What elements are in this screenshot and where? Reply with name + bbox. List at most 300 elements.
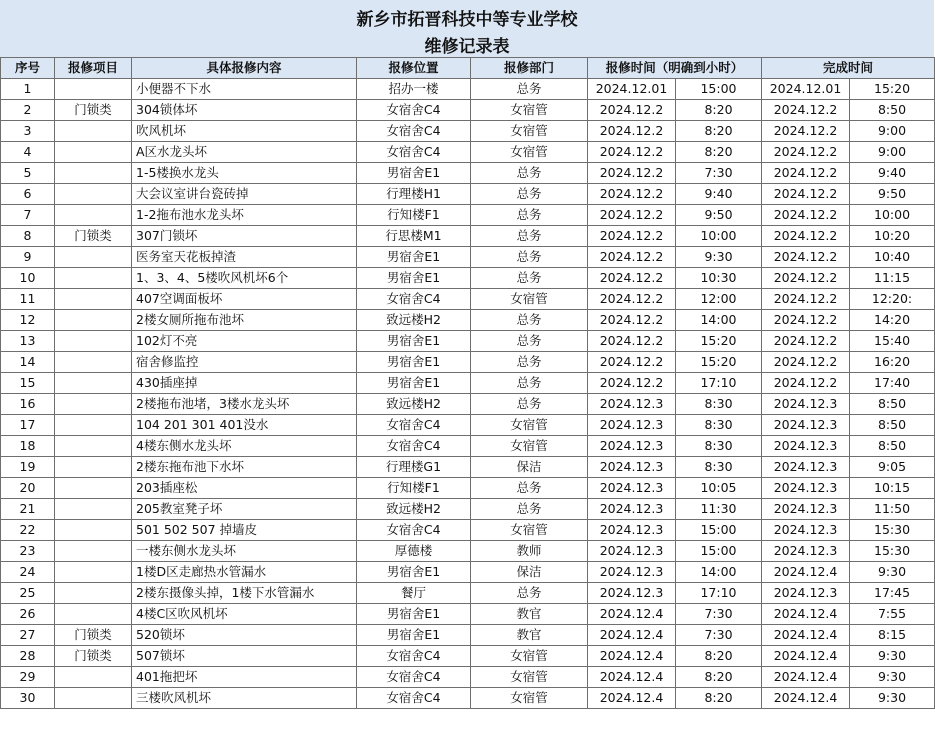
category-cell[interactable]: [55, 142, 132, 163]
seq-cell[interactable]: 28: [1, 646, 55, 667]
finish-hour-cell[interactable]: 15:40: [850, 331, 935, 352]
department-cell[interactable]: 女宿管: [471, 121, 588, 142]
report-date-cell[interactable]: 2024.12.4: [588, 646, 676, 667]
category-cell[interactable]: 门锁类: [55, 226, 132, 247]
content-cell[interactable]: 1-5楼换水龙头: [132, 163, 357, 184]
seq-cell[interactable]: 27: [1, 625, 55, 646]
finish-date-cell[interactable]: 2024.12.3: [762, 583, 850, 604]
category-cell[interactable]: [55, 583, 132, 604]
report-date-cell[interactable]: 2024.12.2: [588, 268, 676, 289]
table-row: [1, 646, 935, 667]
report-hour-cell[interactable]: 10:05: [676, 478, 762, 499]
category-cell[interactable]: [55, 121, 132, 142]
department-cell[interactable]: 女宿管: [471, 646, 588, 667]
report-date-cell[interactable]: 2024.12.4: [588, 667, 676, 688]
department-cell[interactable]: 总务: [471, 163, 588, 184]
department-cell[interactable]: 总务: [471, 373, 588, 394]
department-cell[interactable]: 保洁: [471, 457, 588, 478]
finish-date-cell[interactable]: 2024.12.3: [762, 457, 850, 478]
finish-date-cell[interactable]: 2024.12.4: [762, 562, 850, 583]
department-cell[interactable]: 总务: [471, 352, 588, 373]
seq-cell[interactable]: 17: [1, 415, 55, 436]
seq-cell[interactable]: 24: [1, 562, 55, 583]
content-cell[interactable]: 501 502 507 掉墙皮: [132, 520, 357, 541]
seq-cell[interactable]: 29: [1, 667, 55, 688]
location-cell[interactable]: 男宿舍E1: [357, 604, 471, 625]
header-report-time[interactable]: 报修时间（明确到小时）: [588, 58, 762, 79]
location-cell[interactable]: 行知楼F1: [357, 205, 471, 226]
content-cell[interactable]: 430插座掉: [132, 373, 357, 394]
table-row: [1, 457, 935, 478]
report-hour-cell[interactable]: 9:50: [676, 205, 762, 226]
finish-date-cell[interactable]: 2024.12.2: [762, 100, 850, 121]
report-date-cell[interactable]: 2024.12.01: [588, 79, 676, 100]
report-hour-cell[interactable]: 7:30: [676, 163, 762, 184]
table-row: [1, 625, 935, 646]
seq-cell[interactable]: 8: [1, 226, 55, 247]
table-row: [1, 268, 935, 289]
category-cell[interactable]: [55, 436, 132, 457]
report-date-cell[interactable]: 2024.12.2: [588, 247, 676, 268]
report-date-cell[interactable]: 2024.12.4: [588, 604, 676, 625]
location-cell[interactable]: 男宿舍E1: [357, 247, 471, 268]
header-seq[interactable]: 序号: [1, 58, 55, 79]
location-cell[interactable]: 行思楼M1: [357, 226, 471, 247]
department-cell[interactable]: 女宿管: [471, 415, 588, 436]
content-cell[interactable]: 2楼东摄像头掉，1楼下水管漏水: [132, 583, 357, 604]
department-cell[interactable]: 总务: [471, 184, 588, 205]
location-cell[interactable]: 行理楼G1: [357, 457, 471, 478]
header-location[interactable]: 报修位置: [357, 58, 471, 79]
table-row: [1, 163, 935, 184]
report-date-cell[interactable]: 2024.12.2: [588, 100, 676, 121]
category-cell[interactable]: [55, 415, 132, 436]
category-cell[interactable]: [55, 373, 132, 394]
content-cell[interactable]: 1、3、4、5楼吹风机坏6个: [132, 268, 357, 289]
table-row: [1, 247, 935, 268]
category-cell[interactable]: [55, 247, 132, 268]
finish-hour-cell[interactable]: 14:20: [850, 310, 935, 331]
category-cell[interactable]: [55, 184, 132, 205]
finish-hour-cell[interactable]: 10:15: [850, 478, 935, 499]
finish-hour-cell[interactable]: 17:40: [850, 373, 935, 394]
seq-cell[interactable]: 21: [1, 499, 55, 520]
report-date-cell[interactable]: 2024.12.3: [588, 541, 676, 562]
finish-hour-cell[interactable]: 9:30: [850, 667, 935, 688]
seq-cell[interactable]: 23: [1, 541, 55, 562]
finish-hour-cell[interactable]: 15:30: [850, 541, 935, 562]
content-cell[interactable]: 307门锁坏: [132, 226, 357, 247]
content-cell[interactable]: 205教室凳子坏: [132, 499, 357, 520]
report-date-cell[interactable]: 2024.12.3: [588, 520, 676, 541]
report-date-cell[interactable]: 2024.12.2: [588, 184, 676, 205]
location-cell[interactable]: 男宿舍E1: [357, 625, 471, 646]
finish-hour-cell[interactable]: 8:50: [850, 394, 935, 415]
seq-cell[interactable]: 13: [1, 331, 55, 352]
header-category[interactable]: 报修项目: [55, 58, 132, 79]
seq-cell[interactable]: 20: [1, 478, 55, 499]
report-hour-cell[interactable]: 14:00: [676, 310, 762, 331]
seq-cell[interactable]: 10: [1, 268, 55, 289]
location-cell[interactable]: 女宿舍C4: [357, 142, 471, 163]
seq-cell[interactable]: 5: [1, 163, 55, 184]
department-cell[interactable]: 总务: [471, 394, 588, 415]
finish-hour-cell[interactable]: 9:30: [850, 562, 935, 583]
table-row: [1, 478, 935, 499]
finish-hour-cell[interactable]: 9:05: [850, 457, 935, 478]
seq-cell[interactable]: 6: [1, 184, 55, 205]
finish-date-cell[interactable]: 2024.12.4: [762, 646, 850, 667]
category-cell[interactable]: [55, 520, 132, 541]
report-hour-cell[interactable]: 10:30: [676, 268, 762, 289]
location-cell[interactable]: 女宿舍C4: [357, 667, 471, 688]
department-cell[interactable]: 总务: [471, 247, 588, 268]
category-cell[interactable]: [55, 667, 132, 688]
content-cell[interactable]: 一楼东侧水龙头坏: [132, 541, 357, 562]
report-hour-cell[interactable]: 15:00: [676, 541, 762, 562]
title-block: [0, 0, 934, 58]
seq-cell[interactable]: 12: [1, 310, 55, 331]
finish-hour-cell[interactable]: 8:15: [850, 625, 935, 646]
finish-hour-cell[interactable]: 10:00: [850, 205, 935, 226]
report-date-cell[interactable]: 2024.12.2: [588, 121, 676, 142]
finish-date-cell[interactable]: 2024.12.3: [762, 541, 850, 562]
report-hour-cell[interactable]: 9:30: [676, 247, 762, 268]
finish-hour-cell[interactable]: 11:50: [850, 499, 935, 520]
location-cell[interactable]: 男宿舍E1: [357, 562, 471, 583]
report-date-cell[interactable]: 2024.12.2: [588, 205, 676, 226]
category-cell[interactable]: [55, 499, 132, 520]
department-cell[interactable]: 总务: [471, 331, 588, 352]
content-cell[interactable]: 507锁坏: [132, 646, 357, 667]
content-cell[interactable]: 1楼D区走廊热水管漏水: [132, 562, 357, 583]
finish-date-cell[interactable]: 2024.12.3: [762, 478, 850, 499]
report-hour-cell[interactable]: 7:30: [676, 604, 762, 625]
finish-hour-cell[interactable]: 10:40: [850, 247, 935, 268]
department-cell[interactable]: 女宿管: [471, 688, 588, 709]
category-cell[interactable]: [55, 688, 132, 709]
finish-date-cell[interactable]: 2024.12.4: [762, 625, 850, 646]
category-cell[interactable]: 门锁类: [55, 625, 132, 646]
finish-date-cell[interactable]: 2024.12.2: [762, 331, 850, 352]
department-cell[interactable]: 总务: [471, 79, 588, 100]
report-hour-cell[interactable]: 8:20: [676, 100, 762, 121]
location-cell[interactable]: 女宿舍C4: [357, 520, 471, 541]
finish-hour-cell[interactable]: 11:15: [850, 268, 935, 289]
finish-date-cell[interactable]: 2024.12.4: [762, 688, 850, 709]
department-cell[interactable]: 总务: [471, 268, 588, 289]
report-hour-cell[interactable]: 15:00: [676, 520, 762, 541]
finish-hour-cell[interactable]: 10:20: [850, 226, 935, 247]
seq-cell[interactable]: 7: [1, 205, 55, 226]
finish-hour-cell[interactable]: 12:20:: [850, 289, 935, 310]
category-cell[interactable]: [55, 268, 132, 289]
department-cell[interactable]: 总务: [471, 583, 588, 604]
category-cell[interactable]: [55, 79, 132, 100]
location-cell[interactable]: 女宿舍C4: [357, 289, 471, 310]
finish-hour-cell[interactable]: 16:20: [850, 352, 935, 373]
category-cell[interactable]: 门锁类: [55, 646, 132, 667]
report-date-cell[interactable]: 2024.12.3: [588, 499, 676, 520]
report-date-cell[interactable]: 2024.12.2: [588, 373, 676, 394]
location-cell[interactable]: 男宿舍E1: [357, 352, 471, 373]
seq-cell[interactable]: 3: [1, 121, 55, 142]
category-cell[interactable]: [55, 163, 132, 184]
finish-date-cell[interactable]: 2024.12.2: [762, 121, 850, 142]
seq-cell[interactable]: 26: [1, 604, 55, 625]
seq-cell[interactable]: 2: [1, 100, 55, 121]
table-row: [1, 310, 935, 331]
finish-date-cell[interactable]: 2024.12.01: [762, 79, 850, 100]
report-hour-cell[interactable]: 8:20: [676, 667, 762, 688]
table-body: [1, 79, 935, 709]
report-hour-cell[interactable]: 12:00: [676, 289, 762, 310]
seq-cell[interactable]: 18: [1, 436, 55, 457]
header-finish-time[interactable]: 完成时间: [762, 58, 935, 79]
department-cell[interactable]: 女宿管: [471, 100, 588, 121]
category-cell[interactable]: [55, 478, 132, 499]
report-date-cell[interactable]: 2024.12.2: [588, 331, 676, 352]
report-date-cell[interactable]: 2024.12.2: [588, 142, 676, 163]
location-cell[interactable]: 致远楼H2: [357, 310, 471, 331]
category-cell[interactable]: [55, 604, 132, 625]
report-date-cell[interactable]: 2024.12.3: [588, 415, 676, 436]
report-hour-cell[interactable]: 15:20: [676, 331, 762, 352]
table-row: [1, 373, 935, 394]
school-title: 新乡市拓晋科技中等专业学校: [356, 10, 578, 30]
report-hour-cell[interactable]: 8:20: [676, 646, 762, 667]
finish-date-cell[interactable]: 2024.12.2: [762, 310, 850, 331]
category-cell[interactable]: [55, 541, 132, 562]
department-cell[interactable]: 教官: [471, 625, 588, 646]
department-cell[interactable]: 保洁: [471, 562, 588, 583]
location-cell[interactable]: 女宿舍C4: [357, 436, 471, 457]
table-subtitle: 维修记录表: [424, 37, 510, 57]
table-row: [1, 79, 935, 100]
report-hour-cell[interactable]: 8:30: [676, 457, 762, 478]
report-hour-cell[interactable]: 8:30: [676, 436, 762, 457]
location-cell[interactable]: 女宿舍C4: [357, 646, 471, 667]
finish-hour-cell[interactable]: 15:30: [850, 520, 935, 541]
finish-date-cell[interactable]: 2024.12.3: [762, 436, 850, 457]
table-row: [1, 205, 935, 226]
seq-cell[interactable]: 22: [1, 520, 55, 541]
table-row: [1, 184, 935, 205]
seq-cell[interactable]: 16: [1, 394, 55, 415]
report-hour-cell[interactable]: 8:20: [676, 121, 762, 142]
finish-date-cell[interactable]: 2024.12.3: [762, 394, 850, 415]
category-cell[interactable]: [55, 331, 132, 352]
report-hour-cell[interactable]: 8:20: [676, 142, 762, 163]
finish-hour-cell[interactable]: 9:00: [850, 142, 935, 163]
content-cell[interactable]: A区水龙头坏: [132, 142, 357, 163]
content-cell[interactable]: 304锁体坏: [132, 100, 357, 121]
seq-cell[interactable]: 9: [1, 247, 55, 268]
department-cell[interactable]: 教师: [471, 541, 588, 562]
report-hour-cell[interactable]: 14:00: [676, 562, 762, 583]
report-date-cell[interactable]: 2024.12.3: [588, 436, 676, 457]
report-hour-cell[interactable]: 15:20: [676, 352, 762, 373]
category-cell[interactable]: [55, 289, 132, 310]
finish-hour-cell[interactable]: 9:40: [850, 163, 935, 184]
report-date-cell[interactable]: 2024.12.3: [588, 478, 676, 499]
department-cell[interactable]: 女宿管: [471, 289, 588, 310]
finish-date-cell[interactable]: 2024.12.2: [762, 247, 850, 268]
seq-cell[interactable]: 11: [1, 289, 55, 310]
seq-cell[interactable]: 1: [1, 79, 55, 100]
table-row: [1, 100, 935, 121]
finish-date-cell[interactable]: 2024.12.2: [762, 268, 850, 289]
report-date-cell[interactable]: 2024.12.4: [588, 625, 676, 646]
location-cell[interactable]: 厚德楼: [357, 541, 471, 562]
finish-hour-cell[interactable]: 8:50: [850, 100, 935, 121]
report-hour-cell[interactable]: 11:30: [676, 499, 762, 520]
finish-date-cell[interactable]: 2024.12.2: [762, 184, 850, 205]
report-date-cell[interactable]: 2024.12.2: [588, 310, 676, 331]
finish-date-cell[interactable]: 2024.12.3: [762, 499, 850, 520]
report-hour-cell[interactable]: 9:40: [676, 184, 762, 205]
content-cell[interactable]: 407空调面板坏: [132, 289, 357, 310]
department-cell[interactable]: 女宿管: [471, 142, 588, 163]
content-cell[interactable]: 102灯不亮: [132, 331, 357, 352]
report-hour-cell[interactable]: 8:30: [676, 415, 762, 436]
header-department[interactable]: 报修部门: [471, 58, 588, 79]
content-cell[interactable]: 2楼东拖布池下水坏: [132, 457, 357, 478]
seq-cell[interactable]: 4: [1, 142, 55, 163]
category-cell[interactable]: [55, 457, 132, 478]
report-hour-cell[interactable]: 17:10: [676, 583, 762, 604]
finish-date-cell[interactable]: 2024.12.3: [762, 415, 850, 436]
table-row: [1, 436, 935, 457]
report-date-cell[interactable]: 2024.12.2: [588, 163, 676, 184]
seq-cell[interactable]: 25: [1, 583, 55, 604]
content-cell[interactable]: 203插座松: [132, 478, 357, 499]
content-cell[interactable]: 吹风机坏: [132, 121, 357, 142]
content-cell[interactable]: 医务室天花板掉渣: [132, 247, 357, 268]
finish-date-cell[interactable]: 2024.12.2: [762, 205, 850, 226]
finish-hour-cell[interactable]: 9:30: [850, 646, 935, 667]
content-cell[interactable]: 三楼吹风机坏: [132, 688, 357, 709]
finish-date-cell[interactable]: 2024.12.2: [762, 373, 850, 394]
department-cell[interactable]: 教官: [471, 604, 588, 625]
report-date-cell[interactable]: 2024.12.3: [588, 457, 676, 478]
location-cell[interactable]: 女宿舍C4: [357, 688, 471, 709]
seq-cell[interactable]: 19: [1, 457, 55, 478]
finish-hour-cell[interactable]: 8:50: [850, 436, 935, 457]
table-row: [1, 226, 935, 247]
department-cell[interactable]: 总务: [471, 499, 588, 520]
category-cell[interactable]: [55, 310, 132, 331]
location-cell[interactable]: 餐厅: [357, 583, 471, 604]
report-date-cell[interactable]: 2024.12.2: [588, 226, 676, 247]
finish-date-cell[interactable]: 2024.12.2: [762, 163, 850, 184]
finish-date-cell[interactable]: 2024.12.2: [762, 142, 850, 163]
content-cell[interactable]: 2楼女厕所拖布池坏: [132, 310, 357, 331]
table-row: [1, 499, 935, 520]
content-cell[interactable]: 4楼东侧水龙头坏: [132, 436, 357, 457]
report-hour-cell[interactable]: 8:20: [676, 688, 762, 709]
department-cell[interactable]: 女宿管: [471, 667, 588, 688]
location-cell[interactable]: 致远楼H2: [357, 499, 471, 520]
category-cell[interactable]: 门锁类: [55, 100, 132, 121]
report-date-cell[interactable]: 2024.12.3: [588, 562, 676, 583]
finish-date-cell[interactable]: 2024.12.4: [762, 604, 850, 625]
report-date-cell[interactable]: 2024.12.2: [588, 352, 676, 373]
finish-hour-cell[interactable]: 9:50: [850, 184, 935, 205]
department-cell[interactable]: 女宿管: [471, 436, 588, 457]
location-cell[interactable]: 招办一楼: [357, 79, 471, 100]
finish-hour-cell[interactable]: 9:30: [850, 688, 935, 709]
location-cell[interactable]: 行理楼H1: [357, 184, 471, 205]
report-hour-cell[interactable]: 17:10: [676, 373, 762, 394]
location-cell[interactable]: 行知楼F1: [357, 478, 471, 499]
location-cell[interactable]: 男宿舍E1: [357, 373, 471, 394]
location-cell[interactable]: 男宿舍E1: [357, 331, 471, 352]
location-cell[interactable]: 女宿舍C4: [357, 100, 471, 121]
content-cell[interactable]: 4楼C区吹风机坏: [132, 604, 357, 625]
finish-hour-cell[interactable]: 9:00: [850, 121, 935, 142]
seq-cell[interactable]: 14: [1, 352, 55, 373]
content-cell[interactable]: 520锁坏: [132, 625, 357, 646]
report-date-cell[interactable]: 2024.12.2: [588, 289, 676, 310]
seq-cell[interactable]: 15: [1, 373, 55, 394]
finish-date-cell[interactable]: 2024.12.2: [762, 289, 850, 310]
report-hour-cell[interactable]: 8:30: [676, 394, 762, 415]
finish-hour-cell[interactable]: 8:50: [850, 415, 935, 436]
content-cell[interactable]: 小便器不下水: [132, 79, 357, 100]
finish-hour-cell[interactable]: 17:45: [850, 583, 935, 604]
finish-date-cell[interactable]: 2024.12.4: [762, 667, 850, 688]
report-date-cell[interactable]: 2024.12.3: [588, 583, 676, 604]
location-cell[interactable]: 男宿舍E1: [357, 163, 471, 184]
report-hour-cell[interactable]: 7:30: [676, 625, 762, 646]
department-cell[interactable]: 总务: [471, 310, 588, 331]
finish-hour-cell[interactable]: 7:55: [850, 604, 935, 625]
content-cell[interactable]: 104 201 301 401没水: [132, 415, 357, 436]
finish-date-cell[interactable]: 2024.12.2: [762, 226, 850, 247]
content-cell[interactable]: 1-2拖布池水龙头坏: [132, 205, 357, 226]
content-cell[interactable]: 大会议室讲台瓷砖掉: [132, 184, 357, 205]
location-cell[interactable]: 女宿舍C4: [357, 415, 471, 436]
report-hour-cell[interactable]: 10:00: [676, 226, 762, 247]
department-cell[interactable]: 总务: [471, 226, 588, 247]
content-cell[interactable]: 宿舍修监控: [132, 352, 357, 373]
finish-date-cell[interactable]: 2024.12.3: [762, 520, 850, 541]
department-cell[interactable]: 总务: [471, 478, 588, 499]
report-hour-cell[interactable]: 15:00: [676, 79, 762, 100]
finish-date-cell[interactable]: 2024.12.2: [762, 352, 850, 373]
category-cell[interactable]: [55, 394, 132, 415]
table-row: [1, 121, 935, 142]
finish-hour-cell[interactable]: 15:20: [850, 79, 935, 100]
location-cell[interactable]: 致远楼H2: [357, 394, 471, 415]
table-row: [1, 142, 935, 163]
category-cell[interactable]: [55, 352, 132, 373]
header-content[interactable]: 具体报修内容: [132, 58, 357, 79]
category-cell[interactable]: [55, 205, 132, 226]
content-cell[interactable]: 2楼拖布池堵，3楼水龙头坏: [132, 394, 357, 415]
seq-cell[interactable]: 30: [1, 688, 55, 709]
location-cell[interactable]: 女宿舍C4: [357, 121, 471, 142]
report-date-cell[interactable]: 2024.12.4: [588, 688, 676, 709]
department-cell[interactable]: 总务: [471, 205, 588, 226]
location-cell[interactable]: 男宿舍E1: [357, 268, 471, 289]
report-date-cell[interactable]: 2024.12.3: [588, 394, 676, 415]
content-cell[interactable]: 401拖把坏: [132, 667, 357, 688]
table-row: [1, 352, 935, 373]
department-cell[interactable]: 女宿管: [471, 520, 588, 541]
category-cell[interactable]: [55, 562, 132, 583]
